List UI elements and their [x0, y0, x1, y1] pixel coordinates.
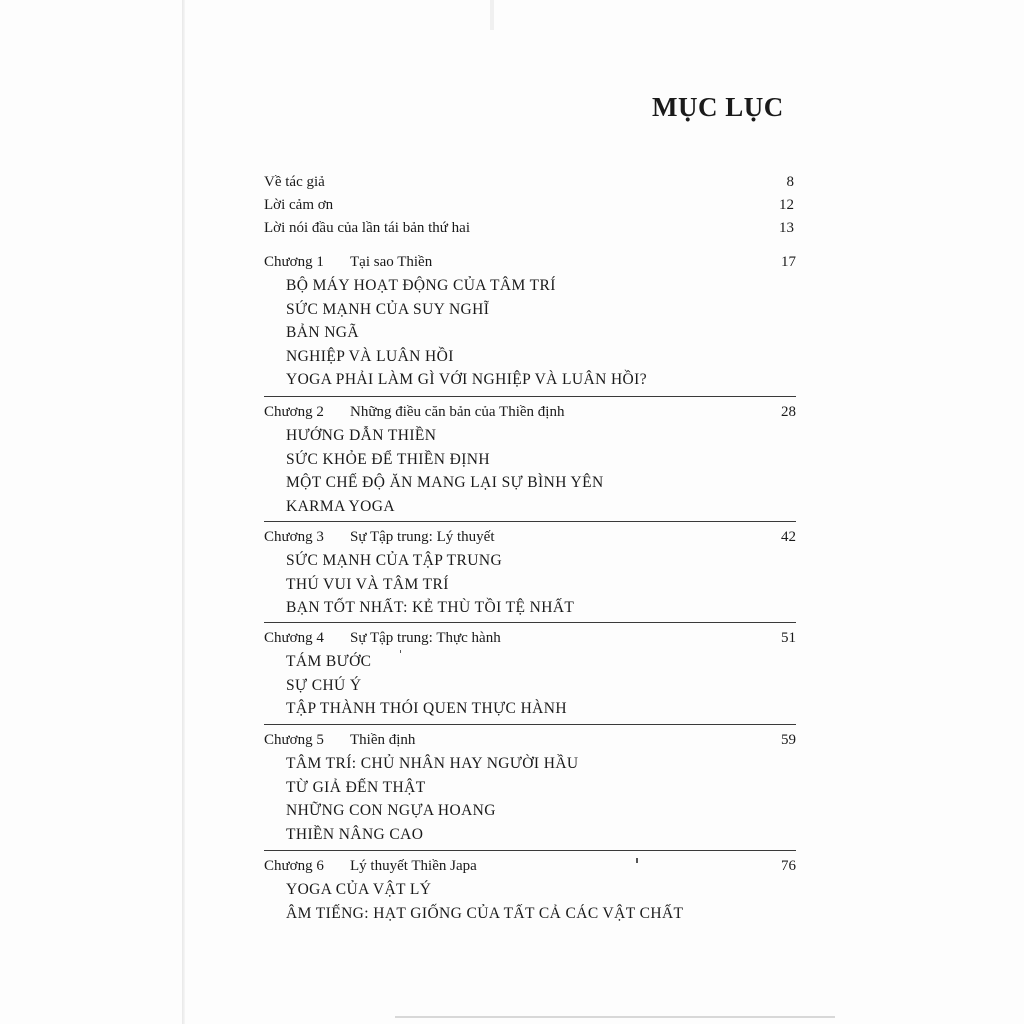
- section-item: SỰ CHÚ Ý: [286, 676, 362, 694]
- section-item: SỨC MẠNH CỦA TẬP TRUNG: [286, 552, 503, 569]
- chapter-page: 51: [781, 630, 796, 646]
- chapter-number: Chương 6: [264, 858, 324, 874]
- section-list: [264, 549, 796, 620]
- chapter-3: [264, 521, 796, 620]
- chapter-heading: [264, 627, 796, 649]
- scan-edge-top: [490, 0, 494, 30]
- front-matter-item: [264, 194, 794, 216]
- section-item: TỪ GIẢ ĐẾN THẬT: [286, 778, 426, 796]
- chapter-page: 17: [781, 254, 796, 270]
- chapter-5: [264, 724, 796, 846]
- section-item: ÂM TIẾNG: HẠT GIỐNG CỦA TẤT CẢ CÁC VẬT CHẤT: [286, 904, 684, 922]
- chapter-heading: [264, 251, 796, 273]
- section-item: KARMA YOGA: [286, 497, 395, 515]
- front-matter-label: Lời nói đầu của lần tái bản thứ hai: [264, 220, 471, 236]
- chapter-heading: [264, 729, 796, 751]
- chapter-2: [264, 396, 796, 518]
- front-matter-item: [264, 217, 794, 239]
- front-matter-page: 12: [779, 197, 794, 213]
- chapter-1: [264, 251, 796, 392]
- chapter-4: [264, 622, 796, 721]
- chapter-6: [264, 850, 796, 925]
- front-matter-page: 13: [779, 220, 794, 236]
- section-list: [264, 878, 796, 925]
- front-matter-label: Về tác giả: [264, 174, 325, 190]
- section-item: SỨC MẠNH CỦA SUY NGHĨ: [286, 300, 490, 318]
- chapter-title: Sự Tập trung: Lý thuyết: [350, 529, 495, 545]
- front-matter-item: [264, 171, 794, 193]
- chapter-number: Chương 1: [264, 254, 324, 270]
- chapter-number: Chương 2: [264, 404, 324, 420]
- section-item: NGHIỆP VÀ LUÂN HỒI: [286, 347, 454, 365]
- chapter-number: Chương 4: [264, 630, 324, 646]
- section-item: MỘT CHẾ ĐỘ ĂN MANG LẠI SỰ BÌNH YÊN: [286, 474, 604, 491]
- section-item: SỨC KHỎE ĐỂ THIỀN ĐỊNH: [286, 450, 490, 468]
- front-matter-label: Lời cảm ơn: [264, 197, 334, 213]
- section-item: BỘ MÁY HOẠT ĐỘNG CỦA TÂM TRÍ: [286, 277, 556, 294]
- section-list: [264, 650, 796, 721]
- chapter-number: Chương 5: [264, 732, 324, 748]
- chapter-title: Tại sao Thiền: [350, 254, 433, 270]
- section-list: [264, 274, 796, 392]
- chapter-title: Những điều căn bản của Thiền định: [350, 404, 565, 420]
- chapter-heading: [264, 855, 796, 877]
- section-item: HƯỚNG DẪN THIỀN: [286, 427, 437, 444]
- chapter-page: 42: [781, 529, 796, 545]
- section-list: [264, 752, 796, 846]
- chapter-heading: [264, 401, 796, 423]
- section-item: TẬP THÀNH THÓI QUEN THỰC HÀNH: [286, 700, 567, 717]
- section-item: BẠN TỐT NHẤT: KẺ THÙ TỒI TỆ NHẤT: [286, 599, 575, 616]
- chapter-number: Chương 3: [264, 529, 324, 545]
- chapter-title: Lý thuyết Thiền Japa: [350, 858, 477, 874]
- section-item: YOGA CỦA VẬT LÝ: [286, 881, 432, 898]
- section-item: YOGA PHẢI LÀM GÌ VỚI NGHIỆP VÀ LUÂN HỒI?: [286, 371, 647, 388]
- section-item: THIỀN NÂNG CAO: [286, 825, 424, 843]
- chapter-title: Thiền định: [350, 732, 416, 748]
- section-item: NHỮNG CON NGỰA HOANG: [286, 802, 496, 819]
- section-list: [264, 424, 796, 518]
- chapter-page: 76: [781, 858, 796, 874]
- section-item: TÂM TRÍ: CHỦ NHÂN HAY NGƯỜI HẦU: [286, 755, 579, 772]
- scan-speck: [636, 858, 638, 863]
- scan-edge-left: [182, 0, 185, 1024]
- section-item: BẢN NGÃ: [286, 324, 359, 341]
- section-item: TÁM BƯỚC: [286, 653, 372, 670]
- scan-edge-bottom: [395, 1016, 835, 1018]
- chapter-title: Sự Tập trung: Thực hành: [350, 630, 501, 646]
- chapter-heading: [264, 526, 796, 548]
- section-item: THÚ VUI VÀ TÂM TRÍ: [286, 575, 449, 593]
- chapter-page: 28: [781, 404, 796, 420]
- front-matter-page: 8: [786, 174, 794, 190]
- chapter-page: 59: [781, 732, 796, 748]
- page-title: MỤC LỤC: [652, 92, 784, 122]
- scan-speck: [400, 650, 401, 653]
